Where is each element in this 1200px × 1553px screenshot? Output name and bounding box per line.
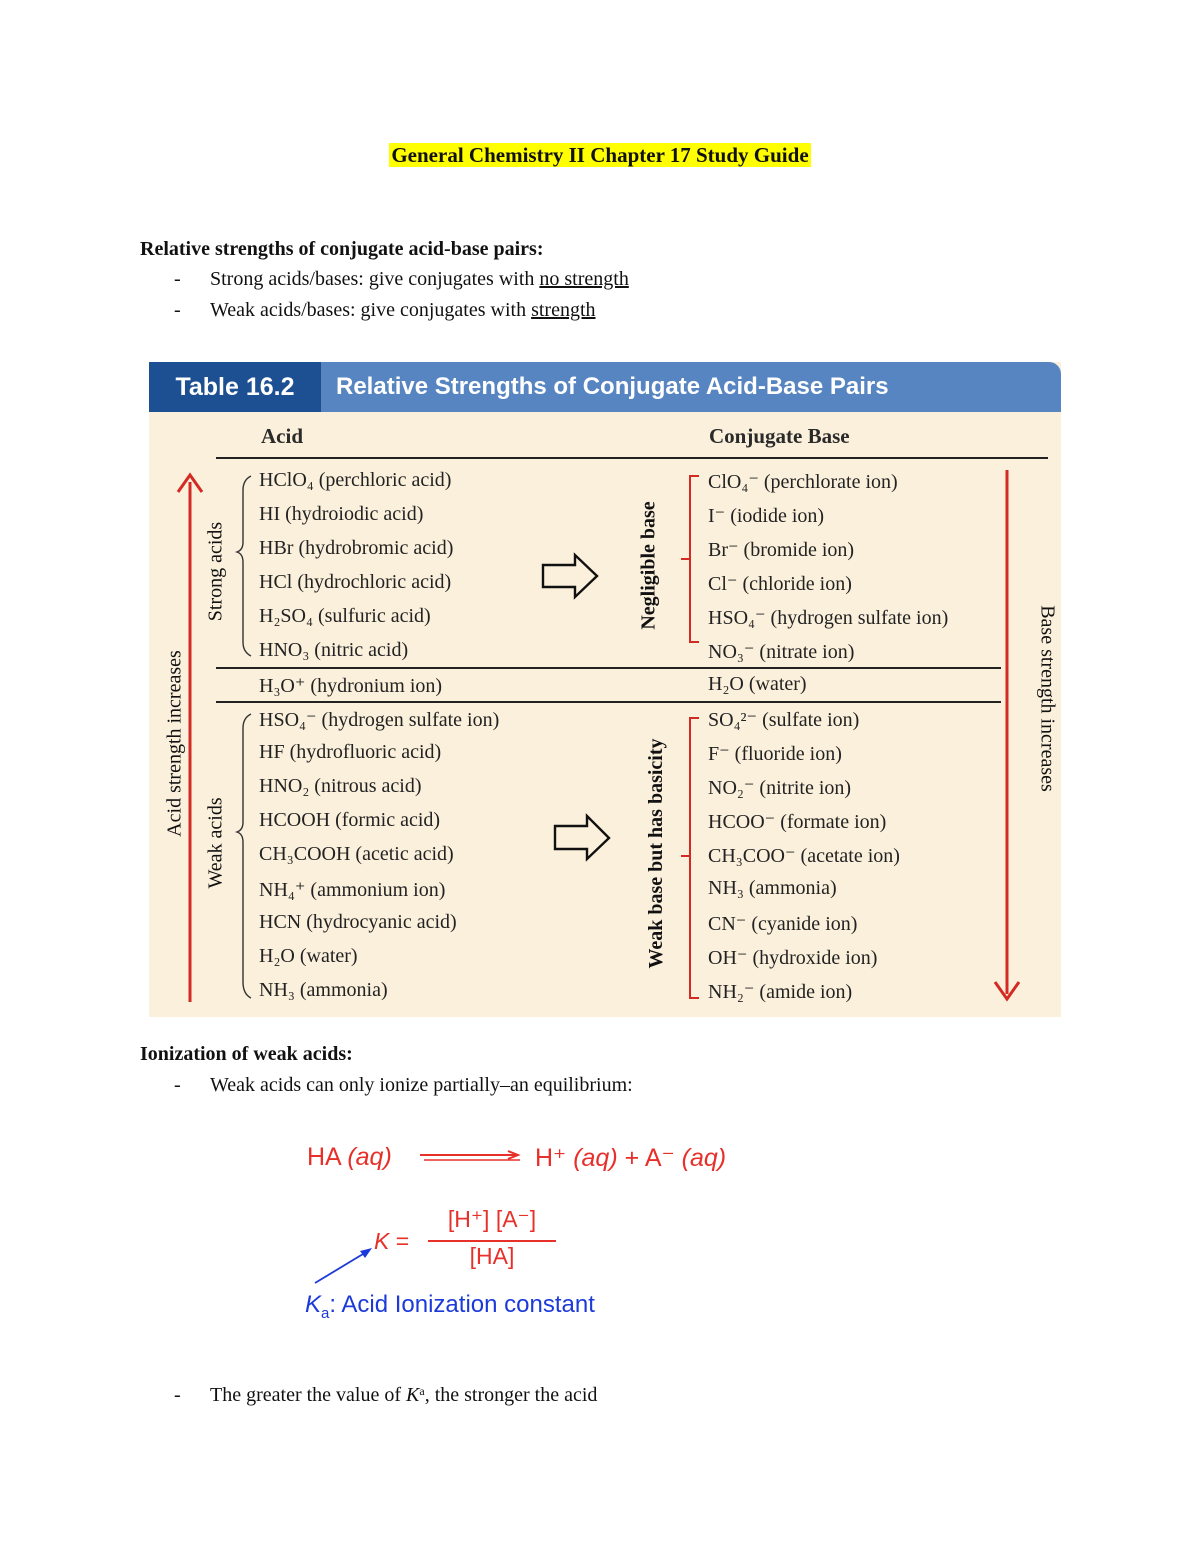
middle-base-cell: H₂O (water) <box>708 673 807 695</box>
strong-acids-label: Strong acids <box>204 521 227 622</box>
negligible-base-bracket <box>690 476 699 642</box>
weak-acids-label: Weak acids <box>204 797 227 889</box>
acid-axis-label: Acid strength increases <box>163 650 186 837</box>
fraction-bar <box>428 1240 556 1242</box>
negligible-base-label: Negligible base <box>637 501 660 630</box>
section-heading-ionization: Ionization of weak acids: <box>140 1043 353 1065</box>
weak-acids-brace <box>237 714 251 998</box>
base-cell: NH₂⁻ (amide ion) <box>708 981 853 1003</box>
ka-label: $K_a$: Acid Ionization constant <box>305 1291 595 1322</box>
bullet-text: Strong acids/bases: give conjugates with <box>210 268 540 290</box>
bullet-weak: - Weak acids/bases: give conjugates with strength <box>174 299 596 321</box>
base-cell: NH₃ (ammonia) <box>708 877 837 899</box>
acid-cell: NH₃ (ammonia) <box>259 979 388 1001</box>
acid-cell: HCOOH (formic acid) <box>259 809 441 831</box>
products-text: H⁺ (aq) + A⁻ (aq) <box>535 1144 727 1172</box>
acid-cell: HCN (hydrocyanic acid) <box>259 911 457 933</box>
base-cell: HSO₄⁻ (hydrogen sulfate ion) <box>708 607 949 629</box>
weak-conversion-arrow-icon <box>555 816 609 859</box>
base-cell: NO₂⁻ (nitrite ion) <box>708 777 852 799</box>
bullet-ka-stronger: - The greater the value of K a , the stronger the acid <box>174 1384 598 1406</box>
base-cell: I⁻ (iodide ion) <box>708 505 825 527</box>
base-cell: SO₄²⁻ (sulfate ion) <box>708 709 860 731</box>
base-cell: Cl⁻ (chloride ion) <box>708 573 852 595</box>
acid-cell: H₂O (water) <box>259 945 358 967</box>
bullet-strong: - Strong acids/bases: give conjugates with no strength <box>174 268 629 290</box>
equilibrium-arrows-icon <box>418 1150 526 1166</box>
strong-acids-brace <box>237 476 251 656</box>
strong-conversion-arrow-icon <box>543 555 597 597</box>
column-header-acid: Acid <box>261 424 303 448</box>
acid-cell: HSO₄⁻ (hydrogen sulfate ion) <box>259 709 500 731</box>
acid-cell: H₂SO₄ (sulfuric acid) <box>259 605 431 627</box>
k-equals: K = <box>374 1228 410 1254</box>
base-cell: OH⁻ (hydroxide ion) <box>708 947 878 969</box>
table-title: Relative Strengths of Conjugate Acid-Base Pairs <box>336 373 889 400</box>
weak-base-bracket <box>690 718 699 998</box>
base-cell: NO₃⁻ (nitrate ion) <box>708 641 855 663</box>
middle-acid-cell: H₃O⁺ (hydronium ion) <box>259 675 443 697</box>
fraction-denominator: [HA] <box>469 1243 515 1269</box>
reactant-text: HA (aq) <box>307 1143 392 1171</box>
acid-cell: HF (hydrofluoric acid) <box>259 741 442 763</box>
page-title: General Chemistry II Chapter 17 Study Guide <box>391 143 809 167</box>
bullet-text: Weak acids/bases: give conjugates with <box>210 299 532 321</box>
acid-cell: HClO₄ (perchloric acid) <box>259 469 452 491</box>
pointer-arrow-icon <box>310 1244 380 1288</box>
base-axis-label: Base strength increases <box>1036 605 1059 792</box>
base-cell: Br⁻ (bromide ion) <box>708 539 855 561</box>
table-figure <box>149 362 1061 1017</box>
column-header-base: Conjugate Base <box>709 424 850 448</box>
bullet-emphasis: strength <box>531 299 596 321</box>
bullet-emphasis: no strength <box>539 268 629 290</box>
acid-cell: HNO₂ (nitrous acid) <box>259 775 422 797</box>
base-cell: CN⁻ (cyanide ion) <box>708 913 858 935</box>
pointer-arrow-line <box>315 1251 368 1283</box>
acid-cell: CH₃COOH (acetic acid) <box>259 843 454 865</box>
base-cell: HCOO⁻ (formate ion) <box>708 811 887 833</box>
section-heading-conjugate-pairs: Relative strengths of conjugate acid-base pairs: <box>140 238 544 260</box>
table-number: Table 16.2 <box>149 362 321 412</box>
acid-cell: HCl (hydrochloric acid) <box>259 571 452 593</box>
base-cell: ClO₄⁻ (perchlorate ion) <box>708 471 898 493</box>
bullet-ionize-partially: - Weak acids can only ionize partially–an equilibrium: <box>174 1074 633 1096</box>
acid-cell: NH₄⁺ (ammonium ion) <box>259 879 446 901</box>
acid-cell: HNO₃ (nitric acid) <box>259 639 409 661</box>
fraction-numerator: [H⁺] [A⁻] <box>447 1206 537 1232</box>
base-cell: F⁻ (fluoride ion) <box>708 743 842 765</box>
pointer-arrowhead <box>360 1248 372 1258</box>
base-cell: CH₃COO⁻ (acetate ion) <box>708 845 900 867</box>
acid-cell: HI (hydroiodic acid) <box>259 503 424 525</box>
weak-base-label: Weak base but has basicity <box>645 738 667 969</box>
table-graphics <box>149 362 1061 1017</box>
acid-cell: HBr (hydrobromic acid) <box>259 537 454 559</box>
